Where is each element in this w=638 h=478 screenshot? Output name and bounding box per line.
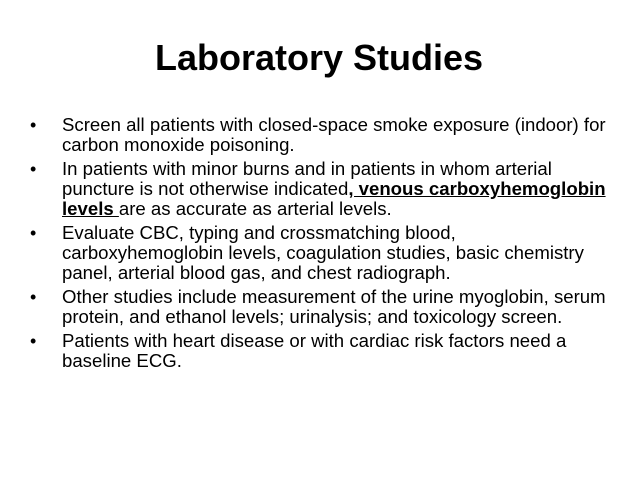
bullet-item — [30, 223, 615, 283]
bullet-marker: • — [30, 159, 37, 179]
bullet-item — [30, 287, 615, 327]
bullet-text: Other studies include measurement of the urine myoglobin, serum protein, and ethanol levels; urinalysis; and toxicology screen. — [62, 286, 606, 327]
bullet-marker: • — [30, 287, 37, 307]
bullet-text: Patients with heart disease or with cardiac risk factors need a baseline ECG. — [62, 330, 567, 371]
bullet-text-continued: are as accurate as arterial levels. — [118, 198, 392, 219]
bullet-item — [30, 159, 615, 219]
bullet-marker: • — [30, 331, 37, 351]
bullet-item — [30, 115, 615, 155]
bullet-marker: • — [30, 115, 37, 135]
bullet-marker: • — [30, 223, 37, 243]
slide-title: Laboratory Studies — [154, 37, 484, 78]
bullet-text: In patients with minor burns and in patients in whom arterial puncture is not otherwise indicated — [62, 158, 552, 199]
bullet-list — [30, 115, 615, 375]
emphasized-text: , venous carboxyhemoglobin levels — [62, 178, 606, 219]
bullet-item — [30, 331, 615, 371]
bullet-text: Evaluate CBC, typing and crossmatching blood, carboxyhemoglobin levels, coagulation studies, basic chemistry panel, arterial blood gas, and chest radiograph. — [62, 222, 584, 283]
bullet-text: Screen all patients with closed-space smoke exposure (indoor) for carbon monoxide poisoning. — [62, 114, 606, 155]
